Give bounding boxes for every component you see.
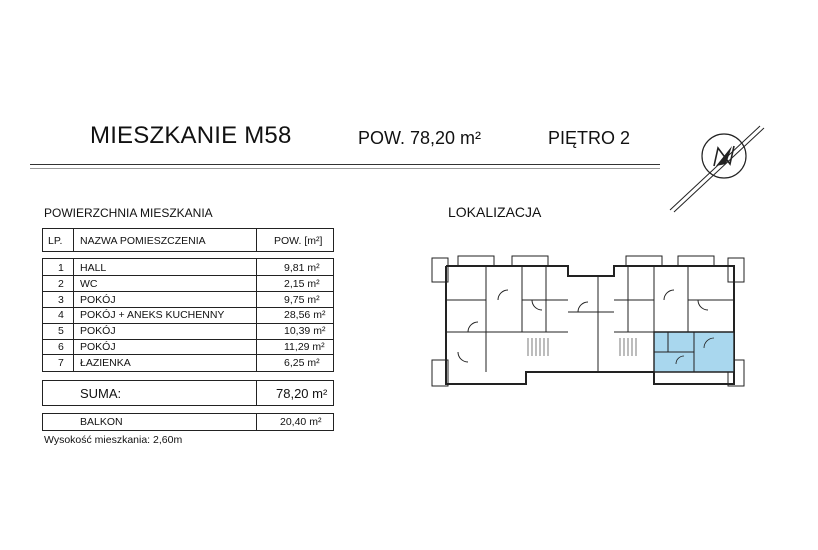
row-name: WC <box>80 277 98 290</box>
sum-label: SUMA: <box>80 386 122 401</box>
row-area: 9,81 m² <box>284 262 320 274</box>
row-name: HALL <box>80 262 107 274</box>
sum-divider <box>256 380 257 406</box>
row-area: 10,39 m² <box>284 325 326 338</box>
height-note: Wysokość mieszkania: 2,60m <box>44 434 183 446</box>
apartment-title: MIESZKANIE M58 <box>90 122 292 149</box>
row-lp: 3 <box>58 293 64 306</box>
column-header-name: NAZWA POMIESZCZENIA <box>80 235 206 247</box>
row-name: ŁAZIENKA <box>80 356 131 369</box>
row-separator <box>42 291 334 292</box>
highlighted-apartment <box>654 332 734 372</box>
row-area: 11,29 m² <box>284 341 325 353</box>
row-lp: 4 <box>58 309 64 322</box>
row-area: 2,15 m² <box>284 277 320 290</box>
row-name: POKÓJ + ANEKS KUCHENNY <box>80 309 225 322</box>
table-header-divider <box>73 228 74 252</box>
row-lp: 7 <box>58 356 64 369</box>
header-divider <box>30 164 660 165</box>
balcony-value: 20,40 m² <box>280 416 322 428</box>
row-lp: 1 <box>58 262 64 274</box>
row-area: 6,25 m² <box>284 356 320 369</box>
row-separator <box>42 323 334 324</box>
row-separator <box>42 275 334 276</box>
row-area: 28,56 m² <box>284 309 326 322</box>
column-header-lp: LP. <box>48 235 63 247</box>
table-header-divider <box>256 228 257 252</box>
column-header-area: POW. [m²] <box>274 235 323 247</box>
row-area: 9,75 m² <box>284 293 320 306</box>
row-lp: 2 <box>58 277 64 290</box>
sum-value: 78,20 m² <box>276 386 328 401</box>
table-section-title: POWIERZCHNIA MIESZKANIA <box>44 206 213 220</box>
row-lp: 6 <box>58 341 64 353</box>
location-section-title: LOKALIZACJA <box>448 204 542 220</box>
north-arrow-icon <box>660 118 770 218</box>
balcony-label: BALKON <box>80 416 123 428</box>
balcony-divider <box>256 413 257 431</box>
apartment-floor: PIĘTRO 2 <box>548 128 631 148</box>
row-separator <box>42 307 334 308</box>
row-name: POKÓJ <box>80 341 116 353</box>
row-name: POKÓJ <box>80 293 116 306</box>
apartment-area: POW. 78,20 m² <box>358 128 482 148</box>
row-lp: 5 <box>58 325 64 338</box>
row-separator <box>42 339 334 340</box>
location-floor-plan <box>428 252 748 394</box>
row-separator <box>42 354 334 355</box>
row-name: POKÓJ <box>80 325 116 338</box>
header-divider-2 <box>30 168 660 169</box>
